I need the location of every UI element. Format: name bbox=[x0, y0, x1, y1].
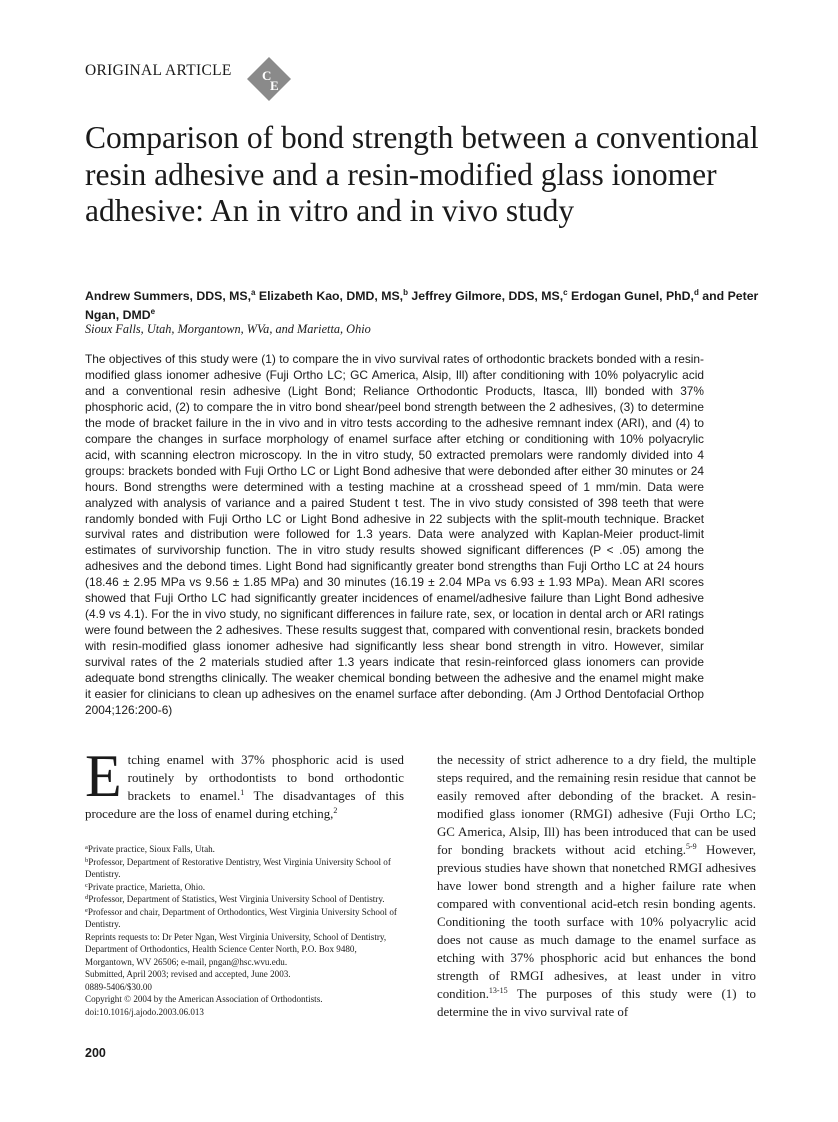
author-name: and Peter Ngan, DMD bbox=[85, 289, 759, 322]
footnote: $^b$Professor, Department of Restorative Dentistry, West Virginia University School of Dentistry. bbox=[85, 856, 391, 879]
citation-ref: 1 bbox=[240, 788, 245, 797]
author-name: Jeffrey Gilmore, DDS, MS, bbox=[411, 289, 564, 303]
body-text: However, previous studies have shown that nonetched RMGI adhesives have lower bond strength and a higher failure rate when compared with conventional acid-etch resin bonding agents. Conditioning the tooth surface with 10% polyacrylic acid does not cause as much damage to the enamel surface as etching with 37% phosphoric acid but enhances the bond strength of RMGI adhesives, at least under in vitro condition. bbox=[437, 843, 756, 1001]
page-number: 200 bbox=[85, 1046, 106, 1060]
author-affiliation-mark: c bbox=[563, 288, 568, 297]
footnote: $^e$Professor and chair, Department of Orthodontics, West Virginia University School of Dentistry. bbox=[85, 906, 397, 929]
submission-dates: Submitted, April 2003; revised and accepted, June 2003. bbox=[85, 969, 291, 979]
citation-ref: 13-15 bbox=[488, 986, 508, 995]
author-locations: Sioux Falls, Utah, Morgantown, WVa, and Marietta, Ohio bbox=[85, 322, 371, 336]
body-text: tching enamel with 37% phosphoric acid is used routinely by orthodontists to bond orthodontic brackets to enamel. bbox=[127, 753, 404, 803]
author-affiliation-mark: b bbox=[403, 288, 408, 297]
body-text: The purposes of this study were (1) to determine the in vivo survival rate of bbox=[437, 987, 756, 1019]
citation-ref: 5-9 bbox=[686, 842, 697, 851]
reprints-note: Reprints requests to: Dr Peter Ngan, West Virginia University, School of Dentistry, Department of Orthodontics, Health Science Center North, P.O. Box 9480, Morgantown, WV 26506; e-mail, pngan@hsc.wvu.edu. bbox=[85, 931, 387, 967]
drop-cap: E bbox=[85, 743, 122, 809]
footnote: $^d$Professor, Department of Statistics, West Virginia University School of Dentistry. bbox=[85, 894, 385, 904]
citation-ref: 2 bbox=[333, 806, 338, 815]
author-name: Elizabeth Kao, DMD, MS, bbox=[258, 289, 404, 303]
doi: doi:10.1016/j.ajodo.2003.06.013 bbox=[85, 1006, 204, 1017]
intro-paragraph bbox=[85, 743, 404, 823]
abstract: The objectives of this study were (1) to compare the in vivo survival rates of orthodontic brackets bonded with a resin-modified glass ionomer adhesive (Fuji Ortho LC; GC America, Alsip, Ill) after conditioning with 10% polyacrylic acid and a conventional resin adhesive (Light Bond; Reliance Orthodontic Products, Itasca, Ill) bonded with 37% phosphoric acid, (2) to compare the in vitro bond shear/peel bond strength between the 2 adhesives, (3) to determine the mode of bracket failure in the in vivo and in vitro tests according to the adhesive remnant index (ARI), and (4) to compare the changes in surface morphology of enamel surface after etching or conditioning with 10% polyacrylic acid, with scanning electron microscopy. In the in vitro study, 50 extracted premolars were randomly divided into 4 groups: brackets bonded with Fuji Ortho LC or Light Bond adhesive that were debonded after either 30 minutes or 24 hours. Bond strengths were determined with a testing machine at a crosshead speed of 1 mm/min. Data were analyzed with analysis of variance and a paired Student t test. The in vivo study consisted of 398 teeth that were randomly bonded with Fuji Ortho LC or Light Bond adhesive in 22 subjects with the split-mouth technique. Bracket survival rates and distribution were followed for 1.3 years. Data were analyzed with Kaplan-Meier product-limit estimates of survivorship function. The in vitro study results showed significant differences (P < .05) among the adhesives and the debond times. Light Bond had significantly greater bond strengths than Fuji Ortho LC at 24 hours (18.46 ± 2.95 MPa vs 9.56 ± 1.85 MPa) and 30 minutes (16.19 ± 2.04 MPa vs 6.93 ± 1.93 MPa). Mean ARI scores showed that Fuji Ortho LC had significantly greater incidences of enamel/adhesive failure than Light Bond adhesive (4.9 vs 4.1). For the in vivo study, no significant differences in failure rate, sex, or location in dental arch or ARI ratings were found between the 2 adhesives. These results suggest that, compared with conventional resin, brackets bonded with resin-modified glass ionomer adhesive had significantly less shear bond strength in vitro. However, similar survival rates of the 2 materials studied after 1.3 years indicate that resin-reinforced glass ionomers can provide adequate bond strengths clinically. The weaker chemical bonding between the adhesive and the enamel might make it easier for clinicians to clean up adhesives on the enamel surface after debonding. (Am J Orthod Dentofacial Orthop 2004;126:200-6) bbox=[85, 352, 704, 717]
intro-paragraph-continued bbox=[437, 751, 756, 1021]
svg-text:C: C bbox=[262, 68, 272, 83]
author-name: Erdogan Gunel, PhD, bbox=[571, 289, 694, 303]
issn: 0889-5406/$30.00 bbox=[85, 981, 152, 992]
body-text: The disadvantages of this procedure are the loss of enamel during etching, bbox=[85, 789, 404, 821]
footnotes bbox=[85, 843, 404, 1018]
footnote: $^a$Private practice, Sioux Falls, Utah. bbox=[85, 844, 215, 854]
author-name: Andrew Summers, DDS, MS, bbox=[85, 289, 252, 303]
author-affiliation-mark: d bbox=[693, 288, 699, 297]
copyright: Copyright © 2004 by the American Association of Orthodontists. bbox=[85, 994, 323, 1004]
article-title: Comparison of bond strength between a conventional resin adhesive and a resin-modified glass ionomer adhesive: An in vitro and in vivo study bbox=[85, 120, 759, 228]
footnote: $^c$Private practice, Marietta, Ohio. bbox=[85, 881, 206, 892]
body-column-left bbox=[85, 743, 404, 823]
body-column-right bbox=[437, 751, 756, 1021]
section-label: ORIGINAL ARTICLE bbox=[85, 62, 232, 79]
body-text: the necessity of strict adherence to a dry field, the multiple steps required, and the remaining resin residue that cannot be easily removed after debonding of the bracket. A resin-modified glass ionomer (RMGI) adhesive (Fuji Ortho LC; GC America, Alsip, Ill) has been introduced that can be used for bonding brackets without acid etching. bbox=[437, 753, 756, 857]
author-affiliation-mark: e bbox=[150, 307, 156, 316]
author-list bbox=[85, 287, 765, 325]
author-affiliation-mark: a bbox=[251, 288, 256, 297]
svg-text:E: E bbox=[270, 78, 279, 93]
ce-badge-icon bbox=[246, 56, 292, 102]
